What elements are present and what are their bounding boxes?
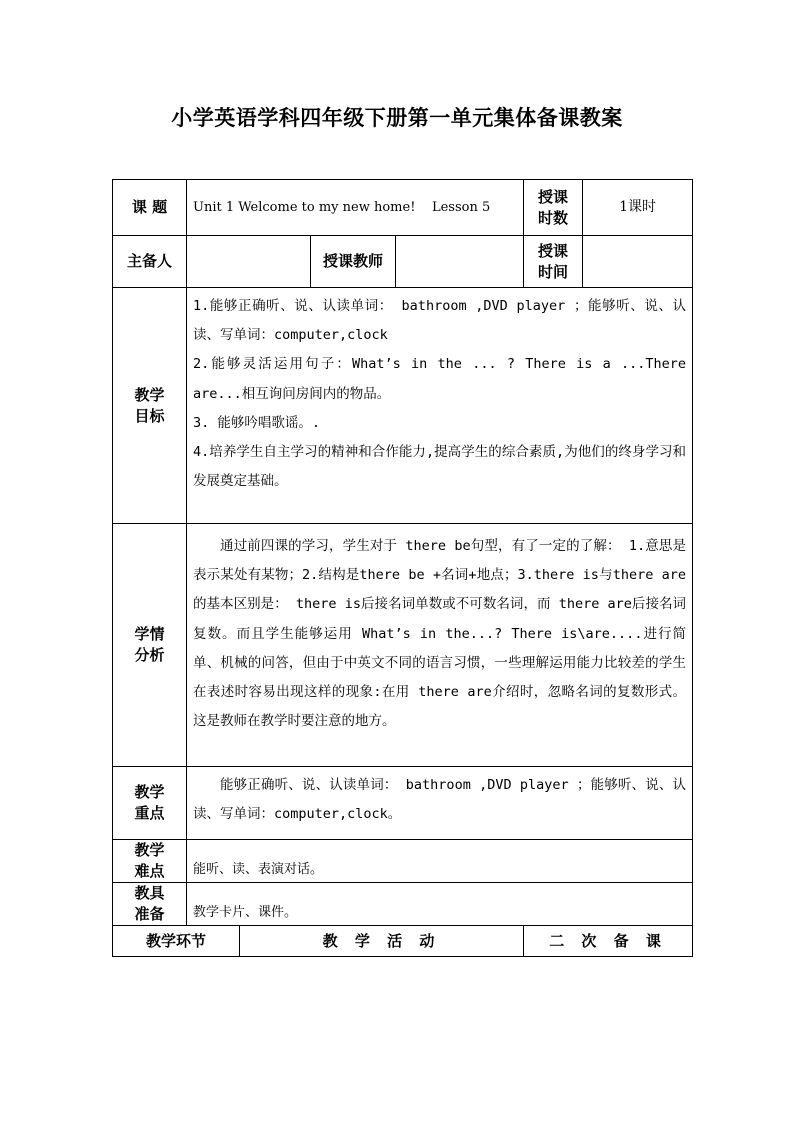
analysis-label: 学情 分析	[113, 524, 187, 767]
goals-content	[187, 288, 693, 524]
document-title: 小学英语学科四年级下册第一单元集体备课教案	[171, 106, 623, 130]
author-label: 主备人	[113, 236, 187, 288]
goal-item: 2.能够灵活运用句子：What’s in the ... ? There is a ...There are...相互询问房间内的物品。	[193, 356, 687, 402]
teacher-value	[396, 236, 524, 288]
goals-row	[113, 288, 693, 524]
analysis-row	[113, 524, 693, 767]
topic-label: 课 题	[113, 180, 187, 236]
teacher-label: 授课教师	[311, 236, 396, 288]
author-value	[187, 236, 311, 288]
materials-label: 教具 准备	[113, 883, 187, 926]
author-row	[113, 236, 693, 288]
stage-header: 教学环节	[113, 926, 240, 957]
goal-item: 4.培养学生自主学习的精神和合作能力,提高学生的综合素质,为他们的终身学习和发展奠定基础。	[193, 444, 687, 490]
key-points-content: 能够正确听、说、认读单词： bathroom ,DVD player ；能够听、说、认读、写单词：computer,clock。	[187, 767, 693, 840]
goal-item: 1.能够正确听、说、认读单词： bathroom ,DVD player ；能够听、说、认读、写单词：computer,clock	[193, 298, 687, 344]
time-label: 授课 时间	[524, 236, 583, 288]
materials-row	[113, 883, 693, 926]
key-points-row	[113, 767, 693, 840]
difficulties-label: 教学 难点	[113, 840, 187, 883]
hours-label: 授课 时数	[524, 180, 583, 236]
topic-value: Unit 1 Welcome to my new home! Lesson 5	[187, 180, 524, 236]
analysis-content: 通过前四课的学习，学生对于 there be句型，有了一定的了解： 1.意思是表示某处有某物；2.结构是there be +名词+地点；3.there is与there are的基本区别是： there is后接名词单数或不可数名词，而 there are后接名词复数。而且学生能够运用 What’s in the...? There is\are....进行简单、机械的问答，但由于中英文不同的语言习惯，一些理解运用能力比较差的学生在表述时容易出现这样的现象:在用 there are介绍时，忽略名词的复数形式。这是教师在教学时要注意的地方。	[187, 524, 693, 767]
goal-item: 3. 能够吟唱歌谣。.	[193, 414, 321, 431]
lesson-plan-table	[112, 179, 693, 957]
topic-row	[113, 180, 693, 236]
key-points-label: 教学 重点	[113, 767, 187, 840]
materials-content: 教学卡片、课件。	[187, 883, 693, 926]
goals-label: 教学 目标	[113, 288, 187, 524]
difficulties-row	[113, 840, 693, 883]
second-prep-header: 二 次 备 课	[524, 926, 693, 957]
hours-value: 1课时	[583, 180, 693, 236]
activity-header-row	[113, 926, 693, 957]
activity-header: 教 学 活 动	[240, 926, 524, 957]
difficulties-content: 能听、读、表演对话。	[187, 840, 693, 883]
time-value	[583, 236, 693, 288]
